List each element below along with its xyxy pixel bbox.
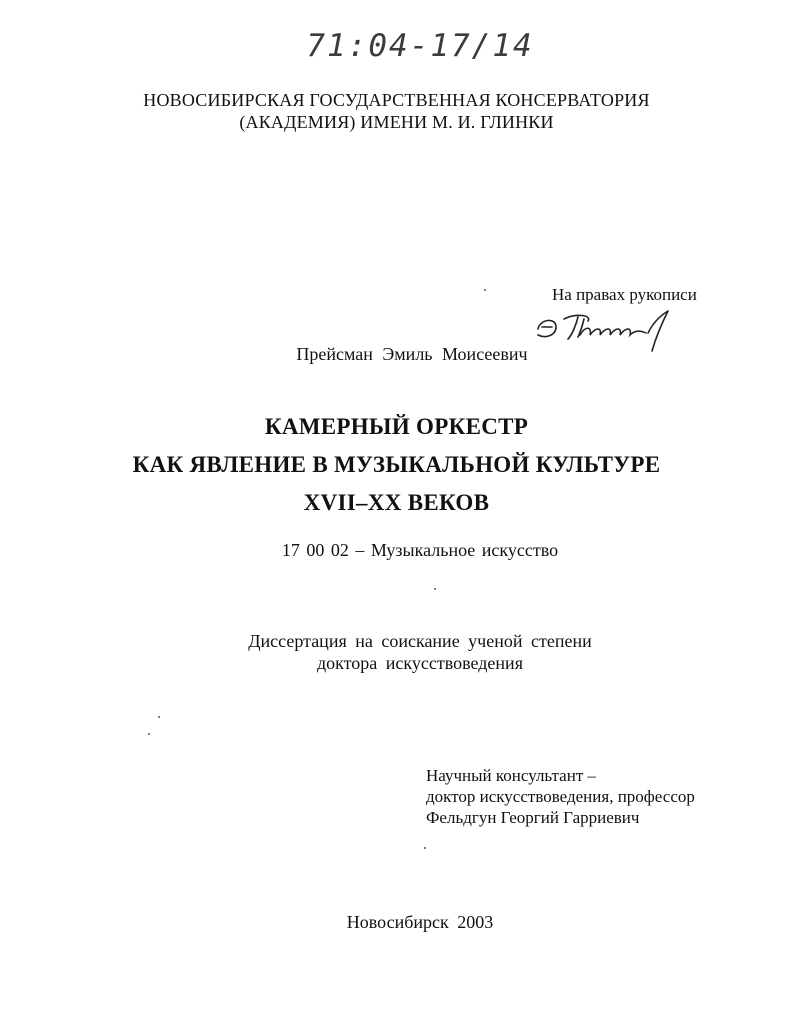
institution-line-2: (АКАДЕМИЯ) ИМЕНИ М. И. ГЛИНКИ (239, 112, 554, 132)
scan-speck (434, 588, 436, 590)
dissertation-title (0, 408, 793, 522)
scan-speck (158, 716, 160, 718)
title-line-3: XVII–XX ВЕКОВ (303, 490, 490, 515)
manuscript-note: На правах рукописи (552, 285, 697, 304)
consultant-line-1: Научный консультант – (426, 766, 596, 785)
scan-speck (148, 733, 150, 735)
consultant-line-3: Фельдгун Георгий Гарриевич (426, 808, 640, 827)
degree-statement (170, 630, 670, 674)
degree-line-1: Диссертация на соискание ученой степени (248, 631, 592, 651)
scan-speck (484, 289, 486, 291)
archive-code: 71:04-17/14 (306, 28, 534, 64)
scan-speck (424, 847, 426, 849)
author-name: Прейсман Эмиль Моисеевич (296, 344, 528, 364)
specialty-code: 17 00 02 – Музыкальное искусство (281, 540, 559, 560)
scientific-consultant (426, 765, 695, 828)
title-line-2: КАК ЯВЛЕНИЕ В МУЗЫКАЛЬНОЙ КУЛЬТУРЕ (132, 452, 661, 477)
city-year: Новосибирск 2003 (346, 912, 494, 932)
institution-name (0, 89, 793, 133)
title-line-1: КАМЕРНЫЙ ОРКЕСТР (264, 414, 529, 439)
degree-line-2: доктора искусствоведения (317, 653, 523, 673)
consultant-line-2: доктор искусствоведения, профессор (426, 787, 695, 806)
institution-line-1: НОВОСИБИРСКАЯ ГОСУДАРСТВЕННАЯ КОНСЕРВАТОРИЯ (143, 90, 650, 110)
